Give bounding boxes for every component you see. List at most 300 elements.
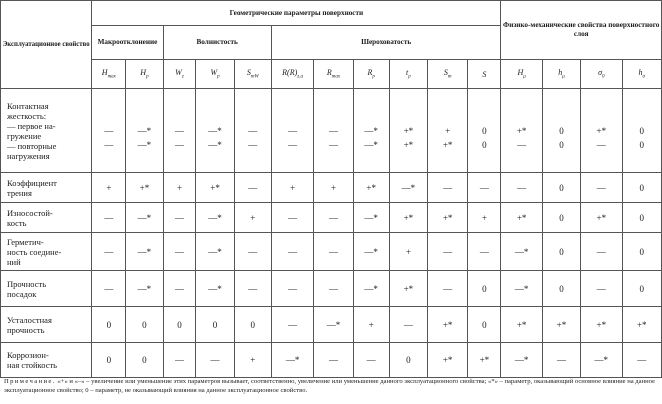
cell-value: —*	[208, 125, 222, 136]
cell-value: +*	[636, 319, 647, 330]
row-label-line: гружение	[7, 130, 42, 141]
cell-value: —	[104, 283, 114, 294]
cell-value	[501, 110, 541, 124]
cell-value: —	[174, 125, 184, 136]
cell-value: +*	[516, 319, 527, 330]
table-cell	[196, 307, 234, 343]
cell-value: —*	[208, 246, 222, 257]
table-cell	[542, 307, 580, 343]
table-cell	[196, 173, 234, 203]
cell-value: +*	[596, 212, 607, 223]
cell-value	[272, 110, 313, 124]
table-cell	[427, 233, 467, 271]
row-label	[1, 203, 92, 233]
param-symbol: S	[246, 68, 251, 78]
cell-value: +	[250, 212, 256, 223]
geometric-header: Геометрические параметры поверхности	[92, 1, 501, 26]
table-cell	[427, 271, 467, 307]
table-row	[1, 203, 662, 233]
cell-value: —	[443, 246, 453, 257]
cell-value: —	[288, 246, 298, 257]
cell-value	[428, 110, 467, 124]
cell-value: —*	[208, 283, 222, 294]
param-header-12	[542, 60, 580, 89]
table-cell	[542, 343, 580, 378]
table-row	[1, 343, 662, 378]
cell-value: +	[250, 355, 256, 365]
param-symbol: W	[175, 68, 182, 78]
param-symbol: σ	[598, 68, 603, 78]
cell-value: —*	[208, 212, 222, 223]
table-cell	[622, 307, 662, 343]
row-label	[1, 233, 92, 271]
cell-value: 0	[559, 182, 564, 193]
cell-value: —	[328, 355, 338, 365]
table-cell	[314, 343, 353, 378]
cell-value: —	[288, 319, 298, 330]
row-label	[1, 343, 92, 378]
cell-value: 0	[639, 139, 644, 150]
param-header-0	[92, 60, 126, 89]
cell-value	[390, 110, 427, 124]
row-label-line: Коррозион-	[7, 350, 49, 360]
cell-value: —	[328, 283, 338, 294]
table-cell	[353, 233, 389, 271]
cell-value: —*	[514, 246, 529, 257]
table-cell	[581, 173, 622, 203]
cell-value: —*	[326, 319, 341, 330]
cell-value	[468, 110, 500, 124]
table-cell	[196, 271, 234, 307]
table-cell	[622, 233, 662, 271]
cell-value: 0	[559, 283, 564, 294]
note-prefix: Примечание.	[4, 378, 56, 385]
param-header-13	[581, 60, 622, 89]
cell-value: 0	[559, 139, 564, 150]
cell-value: —*	[208, 139, 222, 150]
cell-value: +	[405, 246, 411, 257]
cell-value: —	[248, 246, 258, 257]
cell-value: —	[288, 125, 298, 136]
cell-value: —	[104, 212, 114, 223]
cell-value: —	[174, 355, 184, 365]
table-note	[4, 377, 656, 395]
cell-value: +*	[516, 125, 527, 136]
table-cell	[581, 343, 622, 378]
cell-value: —	[104, 139, 114, 150]
cell-value: +*	[479, 355, 490, 365]
row-label-line: Прочность	[7, 278, 47, 289]
row-label-line: жесткость:	[7, 110, 47, 121]
cell-value: +*	[139, 182, 150, 193]
table-cell	[92, 89, 126, 173]
cell-value	[623, 110, 662, 124]
table-cell	[427, 203, 467, 233]
table-cell	[92, 233, 126, 271]
cell-value: —*	[364, 212, 378, 223]
param-header-8	[389, 60, 427, 89]
param-symbol: S	[482, 69, 487, 79]
cell-value: —	[248, 139, 258, 150]
cell-value: 0	[639, 182, 644, 193]
param-subscript: μ	[562, 74, 565, 80]
param-header-3	[196, 60, 234, 89]
param-symbol: h	[558, 68, 563, 78]
table-cell	[468, 233, 501, 271]
row-label-line: ная стойкость	[7, 360, 58, 370]
param-header-2	[163, 60, 196, 89]
cell-value: +	[445, 125, 451, 136]
cell-value: —*	[594, 355, 609, 365]
row-label-line: Усталостная	[7, 314, 52, 325]
cell-value: 0	[406, 355, 411, 365]
cell-value: —*	[364, 139, 378, 150]
cell-value: 0	[177, 319, 182, 330]
table-cell	[271, 203, 313, 233]
table-cell	[581, 203, 622, 233]
cell-value: —	[248, 125, 258, 136]
table-cell	[271, 271, 313, 307]
param-symbol: R	[367, 68, 373, 78]
param-symbol: H	[140, 68, 147, 78]
table-row	[1, 173, 662, 203]
cell-value: —	[174, 246, 184, 257]
cell-value: —	[596, 246, 606, 257]
table-cell	[126, 233, 163, 271]
table-cell	[501, 307, 542, 343]
table-cell	[126, 343, 163, 378]
table-cell	[234, 271, 271, 307]
param-header-1	[126, 60, 163, 89]
table-cell	[427, 307, 467, 343]
table-cell	[389, 233, 427, 271]
cell-value	[235, 110, 271, 124]
table-row	[1, 307, 662, 343]
row-label-line: нагружения	[7, 150, 50, 161]
cell-value: 0	[559, 246, 564, 257]
cell-value	[126, 110, 162, 124]
param-subscript: m	[447, 74, 452, 80]
table-cell	[542, 271, 580, 307]
cell-value: 0	[142, 319, 147, 330]
table-cell	[314, 173, 353, 203]
table-cell	[234, 343, 271, 378]
table-cell	[163, 343, 196, 378]
cell-value: —	[104, 125, 114, 136]
cell-value: 0	[142, 355, 147, 365]
cell-value: +	[330, 182, 337, 193]
table-cell	[126, 173, 163, 203]
cell-value: +	[176, 182, 183, 193]
table-cell	[126, 307, 163, 343]
param-subscript: z,a	[297, 74, 303, 80]
cell-value: +*	[516, 212, 527, 223]
physmech-header: Физико-механические свойства поверхностного слоя	[501, 1, 662, 60]
param-header-10	[468, 60, 501, 89]
cell-value	[314, 110, 352, 124]
table-cell	[389, 173, 427, 203]
table-cell	[389, 307, 427, 343]
table-cell	[353, 271, 389, 307]
table-cell	[542, 233, 580, 271]
cell-value: 0	[639, 283, 644, 294]
cell-value: —	[403, 319, 413, 330]
roughness-header: Шероховатость	[271, 26, 501, 60]
cell-value: —	[248, 182, 258, 193]
param-subscript: 0	[602, 74, 605, 80]
cell-value: 0	[559, 125, 564, 136]
row-label-line: — повторные	[7, 140, 57, 151]
table-cell	[271, 343, 313, 378]
row-label-line: — первое на-	[7, 120, 56, 131]
param-subscript: σ	[642, 74, 645, 80]
table-cell	[314, 307, 353, 343]
table-cell	[234, 89, 271, 173]
param-subscript: p	[146, 74, 149, 80]
cell-value: +	[481, 212, 487, 223]
cell-value: —	[288, 212, 298, 223]
param-subscript: max	[107, 74, 116, 80]
cell-value: —	[174, 212, 184, 223]
row-label-line: Коэффициент	[7, 177, 57, 188]
cell-value: +*	[442, 319, 453, 330]
table-cell	[196, 343, 234, 378]
table-cell	[468, 271, 501, 307]
cell-value: +*	[366, 182, 376, 193]
table-cell	[234, 173, 271, 203]
table-cell	[389, 271, 427, 307]
table-cell	[126, 89, 163, 173]
table-cell	[196, 203, 234, 233]
table-cell	[542, 173, 580, 203]
table-cell	[427, 89, 467, 173]
param-symbol: t	[405, 68, 409, 78]
table-cell	[234, 307, 271, 343]
param-subscript: p	[408, 74, 411, 80]
cell-value: —	[288, 283, 298, 294]
table-cell	[622, 203, 662, 233]
table-cell	[196, 233, 234, 271]
param-subscript: mW	[250, 74, 259, 80]
table-cell	[163, 173, 196, 203]
cell-value: —*	[401, 182, 416, 193]
cell-value: —	[556, 355, 566, 365]
row-label-line: посадок	[7, 288, 37, 299]
cell-value: 0	[250, 319, 255, 330]
cell-value: —	[328, 246, 338, 257]
cell-value: —	[443, 182, 453, 193]
table-cell	[427, 343, 467, 378]
table-cell	[163, 203, 196, 233]
cell-value: 0	[106, 355, 112, 365]
cell-value: —*	[137, 125, 152, 136]
row-label-line: ность соедине-	[7, 246, 62, 257]
table-cell	[468, 203, 501, 233]
cell-value: 0	[212, 319, 218, 330]
table-cell	[501, 343, 542, 378]
cell-value	[354, 110, 389, 124]
table-cell	[92, 173, 126, 203]
table-cell	[501, 173, 542, 203]
row-label-line: трения	[7, 187, 32, 198]
cell-value: 0	[482, 283, 487, 294]
table-cell	[271, 233, 313, 271]
param-header-4	[234, 60, 271, 89]
property-header: Эксплуатационное свойство	[1, 1, 92, 89]
table-cell	[234, 203, 271, 233]
table-cell	[468, 343, 501, 378]
param-symbol: S	[443, 68, 448, 78]
cell-value: —	[596, 139, 606, 150]
param-symbol: R(R)	[282, 68, 298, 78]
cell-value	[164, 110, 196, 124]
param-header-row	[1, 60, 662, 89]
table-cell	[542, 203, 580, 233]
cell-value: +	[368, 319, 374, 330]
cell-value: +*	[210, 182, 220, 193]
macro-header: Макроотклонение	[92, 26, 163, 60]
cell-value: 0	[639, 212, 644, 223]
table-cell	[92, 307, 126, 343]
table-cell	[234, 233, 271, 271]
cell-value: —	[104, 246, 114, 257]
table-cell	[622, 89, 662, 173]
cell-value: —*	[364, 246, 378, 257]
table-cell	[581, 307, 622, 343]
table-cell	[542, 89, 580, 173]
cell-value: +*	[596, 319, 607, 330]
table-cell	[622, 173, 662, 203]
cell-value: +*	[403, 212, 414, 223]
cell-value: —	[174, 283, 184, 294]
cell-value: —	[479, 246, 489, 257]
table-cell	[581, 271, 622, 307]
cell-value: —*	[514, 355, 529, 365]
cell-value: 0	[482, 319, 487, 330]
table-cell	[501, 271, 542, 307]
cell-value: —*	[137, 246, 152, 257]
table-cell	[353, 343, 389, 378]
table-cell	[468, 89, 501, 173]
table-cell	[92, 203, 126, 233]
param-subscript: p	[217, 74, 220, 80]
table-cell	[314, 89, 353, 173]
table-cell	[501, 233, 542, 271]
cell-value: —	[596, 283, 606, 294]
cell-value: —	[517, 182, 527, 193]
cell-value: —	[366, 355, 376, 365]
table-cell	[126, 271, 163, 307]
row-label	[1, 173, 92, 203]
cell-value: 0	[482, 125, 487, 136]
table-row	[1, 271, 662, 307]
table-cell	[353, 173, 389, 203]
cell-value: —*	[364, 125, 378, 136]
cell-value: +	[106, 182, 112, 193]
table-body	[1, 89, 662, 378]
table-row	[1, 89, 662, 173]
cell-value: 0	[559, 212, 564, 223]
row-label-line: Контактная	[7, 100, 49, 111]
cell-value: +*	[556, 319, 567, 330]
param-subscript: max	[331, 74, 341, 80]
table-cell	[314, 203, 353, 233]
cell-value: 0	[639, 246, 644, 257]
cell-value	[581, 110, 621, 124]
cell-value: —*	[137, 212, 152, 223]
table-cell	[196, 89, 234, 173]
table-cell	[314, 233, 353, 271]
waviness-header: Волнистость	[163, 26, 271, 60]
cell-value: +*	[403, 125, 414, 136]
cell-value: —	[174, 139, 184, 150]
param-subscript: μ	[523, 74, 526, 80]
param-header-9	[427, 60, 467, 89]
table-cell	[468, 173, 501, 203]
cell-value: 0	[482, 139, 487, 150]
cell-value: —	[248, 283, 258, 294]
table-cell	[501, 89, 542, 173]
cell-value: —	[210, 355, 220, 365]
table-cell	[92, 271, 126, 307]
table-cell	[163, 307, 196, 343]
table-cell	[581, 89, 622, 173]
note-text: «+» и «–» – увеличение или уменьшение этих параметров вызывает, соответственно, увеличение или уменьшение данного эксплуатационного свойства; «*» – параметр, оказывающий основное влияние на данное эксплуатационное свойство; 0 – параметр, не оказывающий влияния на данное эксплуатационное свойство.	[4, 378, 655, 394]
table-cell	[271, 173, 313, 203]
cell-value: +*	[403, 139, 414, 150]
cell-value: —	[328, 212, 338, 223]
param-header-11	[501, 60, 542, 89]
param-header-5	[271, 60, 313, 89]
row-label-line: кость	[7, 217, 27, 228]
cell-value: +*	[442, 212, 453, 223]
param-header-14	[622, 60, 662, 89]
cell-value: —	[517, 139, 527, 150]
cell-value: —*	[137, 283, 152, 294]
param-subscript: p	[372, 74, 375, 80]
table-cell	[163, 233, 196, 271]
param-symbol: H	[517, 68, 524, 78]
row-label	[1, 307, 92, 343]
row-label-line: ний	[7, 256, 21, 267]
table-cell	[581, 233, 622, 271]
table-row	[1, 233, 662, 271]
cell-value: —	[596, 182, 606, 193]
cell-value: —*	[514, 283, 529, 294]
param-symbol: h	[638, 68, 643, 78]
param-subscript: z	[181, 74, 184, 80]
cell-value: —	[637, 355, 647, 365]
cell-value: +*	[442, 139, 453, 150]
cell-value: —	[328, 125, 338, 136]
cell-value: +*	[442, 355, 453, 365]
table-cell	[389, 343, 427, 378]
row-label-line: прочность	[7, 324, 45, 335]
cell-value: —	[443, 283, 453, 294]
table-cell	[501, 203, 542, 233]
cell-value: —	[328, 139, 338, 150]
table-cell	[427, 173, 467, 203]
table-cell	[389, 203, 427, 233]
table-cell	[353, 307, 389, 343]
table-cell	[353, 89, 389, 173]
table-cell	[353, 203, 389, 233]
table-cell	[271, 89, 313, 173]
param-symbol: R	[326, 68, 332, 78]
cell-value: —	[479, 182, 489, 193]
row-label-line: Износостой-	[7, 207, 53, 218]
table-cell	[468, 307, 501, 343]
